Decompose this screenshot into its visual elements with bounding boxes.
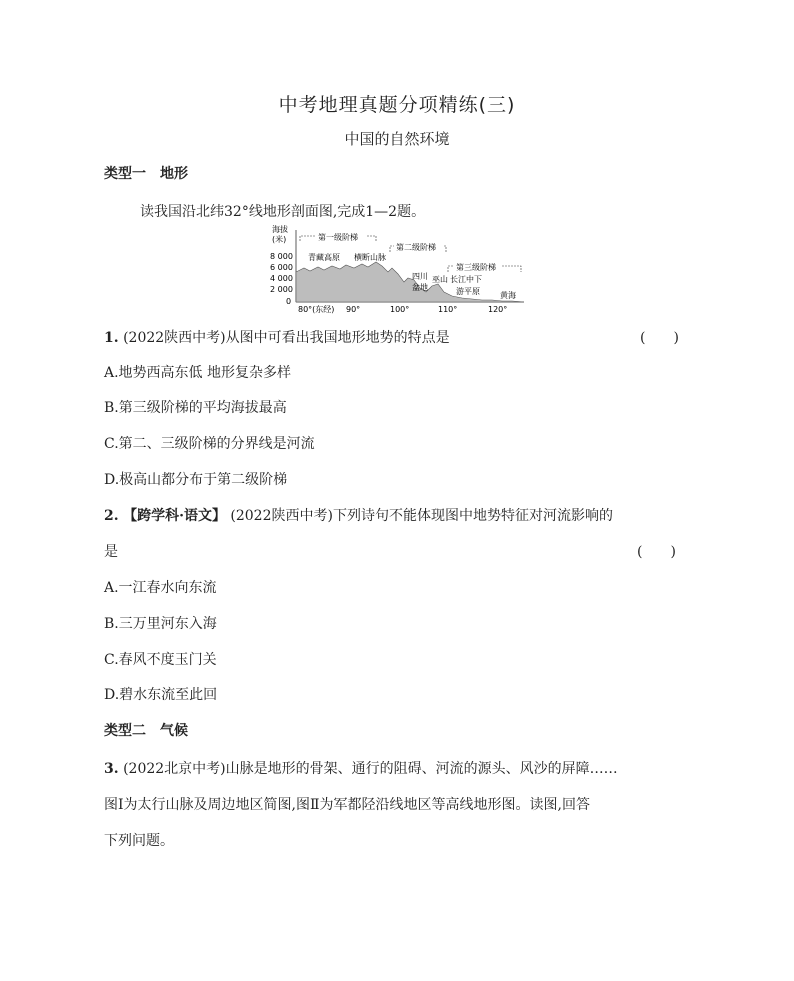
y-tick-label: 4 000 xyxy=(270,274,293,283)
region-label: 黄海 xyxy=(500,291,516,300)
question-2-stem xyxy=(104,505,613,525)
option-a[interactable]: A.一江春水向东流 xyxy=(104,580,217,596)
region-label: 巫山 xyxy=(432,275,448,284)
section-heading-climate: 类型二 气候 xyxy=(104,723,188,739)
y-tick-label: 0 xyxy=(286,297,292,306)
option-b[interactable]: B.第三级阶梯的平均海拔最高 xyxy=(104,400,287,416)
region-label: 青藏高原 xyxy=(308,253,340,262)
y-axis-label-1: 海拔 xyxy=(272,225,288,234)
x-tick-label: 120° xyxy=(488,305,508,314)
step-label-first: 第一级阶梯 xyxy=(318,233,358,242)
figure-intro: 读我国沿北纬32°线地形剖面图,完成1—2题。 xyxy=(140,204,426,220)
question-text: (2022陕西中考)从图中可看出我国地形地势的特点是 xyxy=(123,330,450,346)
subject-tag: 【跨学科·语文】 xyxy=(123,508,226,524)
answer-blank[interactable]: ( ) xyxy=(640,330,679,346)
question-1-stem xyxy=(104,327,450,347)
step-label-second: 第二级阶梯 xyxy=(396,243,436,252)
x-tick-label: 90° xyxy=(346,305,361,314)
page-subtitle: 中国的自然环境 xyxy=(344,130,450,148)
question-text: (2022北京中考)山脉是地形的骨架、通行的阻碍、河流的源头、风沙的屏障…… xyxy=(123,761,618,777)
section-heading-terrain: 类型一 地形 xyxy=(104,166,188,182)
region-label: 游平原 xyxy=(456,287,480,296)
step-label-third: 第三级阶梯 xyxy=(456,263,496,272)
terrain-profile-figure xyxy=(266,222,528,314)
region-label: 横断山脉 xyxy=(354,253,386,262)
region-label: 长江中下 xyxy=(450,275,482,284)
y-tick-label: 8 000 xyxy=(270,252,293,261)
x-tick-label: 110° xyxy=(438,305,458,314)
region-label: 四川 xyxy=(412,272,428,281)
answer-blank[interactable]: ( ) xyxy=(637,544,676,560)
y-tick-label: 6 000 xyxy=(270,263,293,272)
page-title: 中考地理真题分项精练(三) xyxy=(278,94,516,116)
question-text: (2022陕西中考)下列诗句不能体现图中地势特征对河流影响的 xyxy=(230,508,613,524)
question-3-line-3: 下列问题。 xyxy=(104,833,174,849)
option-a[interactable]: A.地势西高东低 地形复杂多样 xyxy=(104,365,292,381)
x-tick-label: 80°(东经) xyxy=(298,305,335,314)
option-d[interactable]: D.碧水东流至此回 xyxy=(104,687,218,703)
question-number: 2. xyxy=(104,508,119,524)
question-3-stem xyxy=(104,758,618,778)
option-c[interactable]: C.春风不度玉门关 xyxy=(104,652,217,668)
y-axis-label-2: (米) xyxy=(272,235,287,244)
question-2-stem-cont: 是 xyxy=(104,544,118,560)
region-label: 盆地 xyxy=(412,283,428,292)
option-c[interactable]: C.第二、三级阶梯的分界线是河流 xyxy=(104,436,315,452)
question-number: 1. xyxy=(104,330,119,346)
question-number: 3. xyxy=(104,761,119,777)
y-tick-label: 2 000 xyxy=(270,285,293,294)
option-b[interactable]: B.三万里河东入海 xyxy=(104,616,217,632)
x-tick-label: 100° xyxy=(390,305,410,314)
question-3-line-2: 图Ⅰ为太行山脉及周边地区简图,图Ⅱ为军都陉沿线地区等高线地形图。读图,回答 xyxy=(104,797,590,813)
option-d[interactable]: D.极高山都分布于第二级阶梯 xyxy=(104,472,288,488)
